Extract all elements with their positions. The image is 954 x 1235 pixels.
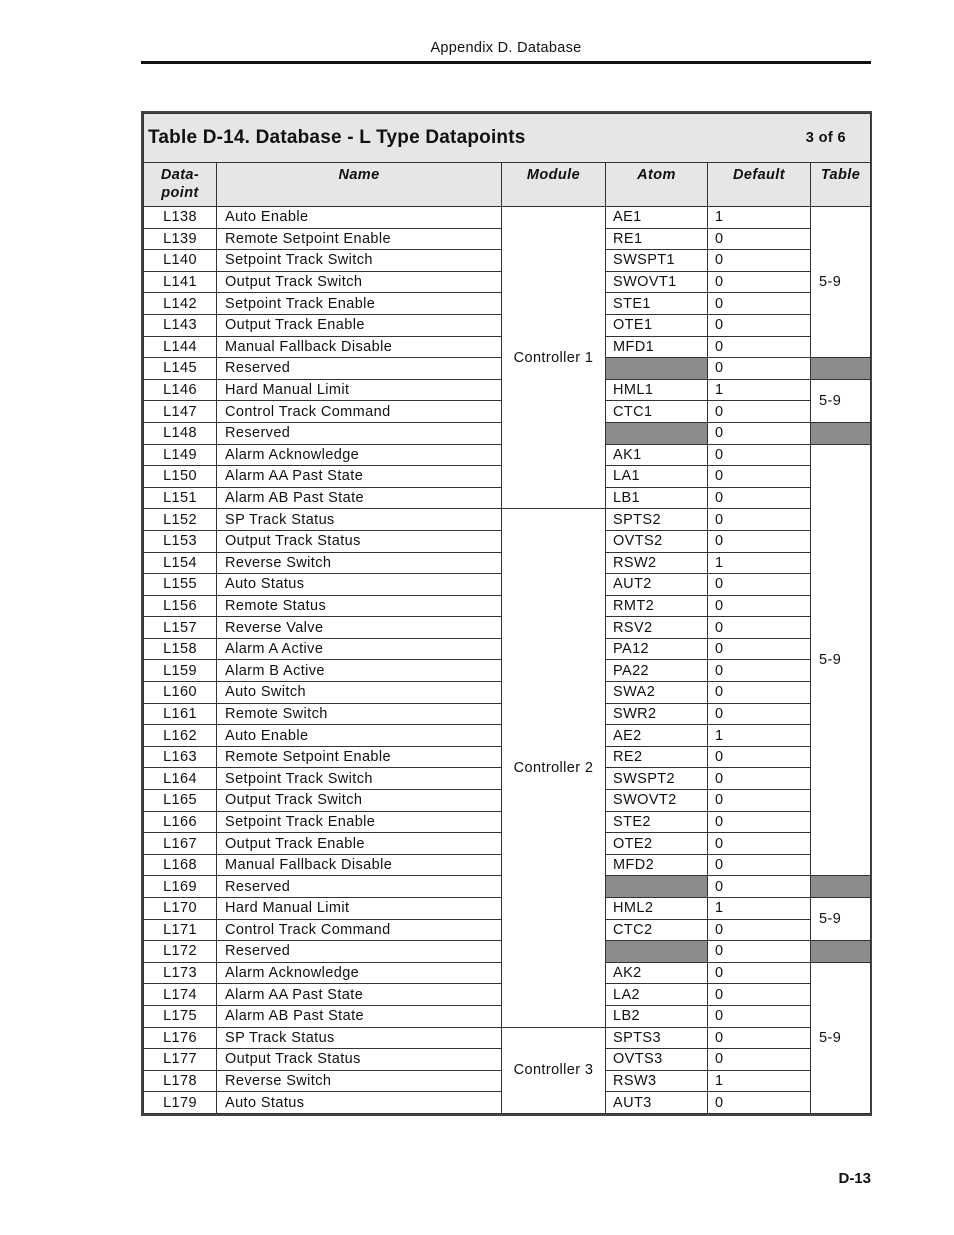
- default-cell: 0: [708, 854, 811, 876]
- atom-cell: AUT3: [606, 1092, 708, 1114]
- datapoint-cell: L178: [144, 1070, 217, 1092]
- datapoint-cell: L179: [144, 1092, 217, 1114]
- name-cell: Reserved: [217, 876, 502, 898]
- default-cell: 0: [708, 790, 811, 812]
- atom-cell: LB2: [606, 1005, 708, 1027]
- table-row: [144, 207, 871, 229]
- datapoint-cell: L148: [144, 422, 217, 444]
- default-cell: 0: [708, 768, 811, 790]
- atom-cell: SWSPT1: [606, 250, 708, 272]
- table-title-bar: [144, 114, 871, 163]
- name-cell: Hard Manual Limit: [217, 379, 502, 401]
- datapoint-cell: L165: [144, 790, 217, 812]
- atom-cell: LA2: [606, 984, 708, 1006]
- name-cell: Control Track Command: [217, 401, 502, 423]
- name-cell: Alarm Acknowledge: [217, 444, 502, 466]
- default-cell: 0: [708, 703, 811, 725]
- name-cell: Remote Setpoint Enable: [217, 746, 502, 768]
- name-cell: Setpoint Track Enable: [217, 293, 502, 315]
- name-cell: Control Track Command: [217, 919, 502, 941]
- default-cell: 0: [708, 638, 811, 660]
- table-ref-cell: 5-9: [811, 379, 871, 422]
- datapoint-cell: L149: [144, 444, 217, 466]
- datapoint-cell: L139: [144, 228, 217, 250]
- datapoint-cell: L166: [144, 811, 217, 833]
- datapoint-cell: L145: [144, 358, 217, 380]
- name-cell: Alarm AB Past State: [217, 1005, 502, 1027]
- atom-cell-reserved: [606, 876, 708, 898]
- table-ref-cell-reserved: [811, 876, 871, 898]
- name-cell: Alarm A Active: [217, 638, 502, 660]
- col-header-module: Module: [502, 163, 606, 207]
- datapoint-cell: L158: [144, 638, 217, 660]
- name-cell: Hard Manual Limit: [217, 898, 502, 920]
- atom-cell: LA1: [606, 466, 708, 488]
- atom-cell: CTC2: [606, 919, 708, 941]
- default-cell: 0: [708, 314, 811, 336]
- table-body: [144, 207, 871, 1114]
- datapoint-cell: L177: [144, 1049, 217, 1071]
- default-cell: 0: [708, 487, 811, 509]
- default-cell: 0: [708, 444, 811, 466]
- datapoint-cell: L155: [144, 574, 217, 596]
- name-cell: Auto Status: [217, 1092, 502, 1114]
- col-header-datapoint: [144, 163, 217, 207]
- module-cell: Controller 3: [502, 1027, 606, 1113]
- default-cell: 0: [708, 358, 811, 380]
- atom-cell-reserved: [606, 358, 708, 380]
- name-cell: SP Track Status: [217, 1027, 502, 1049]
- datapoint-cell: L167: [144, 833, 217, 855]
- module-cell: Controller 2: [502, 509, 606, 1027]
- name-cell: Alarm Acknowledge: [217, 962, 502, 984]
- datapoint-cell: L160: [144, 682, 217, 704]
- name-cell: Output Track Status: [217, 530, 502, 552]
- atom-cell: SWA2: [606, 682, 708, 704]
- datapoint-cell: L147: [144, 401, 217, 423]
- atom-cell: SWOVT2: [606, 790, 708, 812]
- atom-cell: SPTS2: [606, 509, 708, 531]
- default-cell: 0: [708, 530, 811, 552]
- name-cell: Auto Status: [217, 574, 502, 596]
- atom-cell: SPTS3: [606, 1027, 708, 1049]
- name-cell: Output Track Enable: [217, 833, 502, 855]
- default-cell: 1: [708, 1070, 811, 1092]
- default-cell: 0: [708, 509, 811, 531]
- name-cell: Output Track Switch: [217, 271, 502, 293]
- datapoint-cell: L144: [144, 336, 217, 358]
- name-cell: Manual Fallback Disable: [217, 854, 502, 876]
- atom-cell: STE1: [606, 293, 708, 315]
- atom-cell: AUT2: [606, 574, 708, 596]
- name-cell: Reverse Valve: [217, 617, 502, 639]
- datapoint-table-frame: [141, 111, 872, 1116]
- datapoint-cell: L156: [144, 595, 217, 617]
- datapoint-cell: L154: [144, 552, 217, 574]
- table-page-indicator: 3 of 6: [805, 130, 847, 146]
- default-cell: 0: [708, 401, 811, 423]
- name-cell: Auto Switch: [217, 682, 502, 704]
- datapoint-cell: L168: [144, 854, 217, 876]
- atom-cell: CTC1: [606, 401, 708, 423]
- datapoint-cell: L175: [144, 1005, 217, 1027]
- col-header-datapoint-line2: point: [161, 185, 199, 201]
- datapoint-cell: L152: [144, 509, 217, 531]
- atom-cell: AK1: [606, 444, 708, 466]
- module-cell: Controller 1: [502, 207, 606, 509]
- name-cell: Reverse Switch: [217, 1070, 502, 1092]
- name-cell: Alarm AA Past State: [217, 466, 502, 488]
- name-cell: Output Track Enable: [217, 314, 502, 336]
- name-cell: Alarm AB Past State: [217, 487, 502, 509]
- name-cell: Manual Fallback Disable: [217, 336, 502, 358]
- atom-cell: RMT2: [606, 595, 708, 617]
- col-header-default: Default: [708, 163, 811, 207]
- atom-cell: RE1: [606, 228, 708, 250]
- name-cell: Remote Status: [217, 595, 502, 617]
- datapoint-cell: L174: [144, 984, 217, 1006]
- default-cell: 0: [708, 466, 811, 488]
- page-number: D-13: [838, 1170, 871, 1187]
- table-ref-cell: 5-9: [811, 962, 871, 1113]
- datapoint-cell: L150: [144, 466, 217, 488]
- atom-cell: STE2: [606, 811, 708, 833]
- name-cell: Auto Enable: [217, 207, 502, 229]
- col-header-atom: Atom: [606, 163, 708, 207]
- default-cell: 0: [708, 1049, 811, 1071]
- atom-cell: MFD1: [606, 336, 708, 358]
- default-cell: 0: [708, 1092, 811, 1114]
- datapoint-cell: L163: [144, 746, 217, 768]
- table-ref-cell: 5-9: [811, 444, 871, 876]
- name-cell: Setpoint Track Switch: [217, 250, 502, 272]
- name-cell: Output Track Switch: [217, 790, 502, 812]
- page-header: Appendix D. Database: [430, 40, 582, 56]
- default-cell: 0: [708, 746, 811, 768]
- name-cell: Auto Enable: [217, 725, 502, 747]
- name-cell: Output Track Status: [217, 1049, 502, 1071]
- default-cell: 0: [708, 617, 811, 639]
- atom-cell: OTE2: [606, 833, 708, 855]
- atom-cell: RSW2: [606, 552, 708, 574]
- atom-cell: SWOVT1: [606, 271, 708, 293]
- datapoint-cell: L153: [144, 530, 217, 552]
- default-cell: 0: [708, 228, 811, 250]
- datapoint-cell: L169: [144, 876, 217, 898]
- atom-cell-reserved: [606, 941, 708, 963]
- default-cell: 0: [708, 811, 811, 833]
- atom-cell: AE1: [606, 207, 708, 229]
- datapoint-cell: L172: [144, 941, 217, 963]
- table-title: Table D-14. Database - L Type Datapoints: [148, 127, 526, 148]
- datapoint-table: [143, 113, 871, 1114]
- col-header-datapoint-line1: Data-: [160, 167, 200, 183]
- datapoint-cell: L142: [144, 293, 217, 315]
- table-ref-cell-reserved: [811, 941, 871, 963]
- datapoint-cell: L141: [144, 271, 217, 293]
- name-cell: Alarm AA Past State: [217, 984, 502, 1006]
- name-cell: Alarm B Active: [217, 660, 502, 682]
- col-header-name: Name: [217, 163, 502, 207]
- default-cell: 1: [708, 898, 811, 920]
- name-cell: Remote Setpoint Enable: [217, 228, 502, 250]
- table-ref-cell-reserved: [811, 422, 871, 444]
- datapoint-cell: L151: [144, 487, 217, 509]
- datapoint-cell: L157: [144, 617, 217, 639]
- atom-cell: PA12: [606, 638, 708, 660]
- default-cell: 0: [708, 574, 811, 596]
- default-cell: 0: [708, 660, 811, 682]
- name-cell: Setpoint Track Enable: [217, 811, 502, 833]
- default-cell: 0: [708, 1027, 811, 1049]
- atom-cell: MFD2: [606, 854, 708, 876]
- datapoint-cell: L138: [144, 207, 217, 229]
- default-cell: 0: [708, 595, 811, 617]
- col-header-table: Table: [811, 163, 871, 207]
- atom-cell: RSW3: [606, 1070, 708, 1092]
- name-cell: Reserved: [217, 422, 502, 444]
- datapoint-cell: L162: [144, 725, 217, 747]
- name-cell: Reverse Switch: [217, 552, 502, 574]
- atom-cell: OVTS2: [606, 530, 708, 552]
- datapoint-cell: L140: [144, 250, 217, 272]
- default-cell: 0: [708, 336, 811, 358]
- atom-cell-reserved: [606, 422, 708, 444]
- header-rule: [141, 61, 871, 64]
- atom-cell: LB1: [606, 487, 708, 509]
- name-cell: Setpoint Track Switch: [217, 768, 502, 790]
- table-ref-cell: 5-9: [811, 898, 871, 941]
- default-cell: 0: [708, 833, 811, 855]
- name-cell: Reserved: [217, 941, 502, 963]
- default-cell: 0: [708, 941, 811, 963]
- atom-cell: SWSPT2: [606, 768, 708, 790]
- default-cell: 0: [708, 876, 811, 898]
- datapoint-cell: L171: [144, 919, 217, 941]
- default-cell: 0: [708, 250, 811, 272]
- default-cell: 1: [708, 207, 811, 229]
- default-cell: 0: [708, 962, 811, 984]
- default-cell: 1: [708, 379, 811, 401]
- atom-cell: SWR2: [606, 703, 708, 725]
- default-cell: 1: [708, 552, 811, 574]
- default-cell: 0: [708, 1005, 811, 1027]
- datapoint-cell: L173: [144, 962, 217, 984]
- default-cell: 0: [708, 422, 811, 444]
- table-ref-cell-reserved: [811, 358, 871, 380]
- name-cell: Remote Switch: [217, 703, 502, 725]
- default-cell: 0: [708, 984, 811, 1006]
- datapoint-cell: L159: [144, 660, 217, 682]
- name-cell: Reserved: [217, 358, 502, 380]
- default-cell: 0: [708, 271, 811, 293]
- datapoint-cell: L170: [144, 898, 217, 920]
- default-cell: 0: [708, 682, 811, 704]
- name-cell: SP Track Status: [217, 509, 502, 531]
- atom-cell: RE2: [606, 746, 708, 768]
- datapoint-cell: L176: [144, 1027, 217, 1049]
- datapoint-cell: L164: [144, 768, 217, 790]
- atom-cell: OTE1: [606, 314, 708, 336]
- table-row: [144, 509, 871, 531]
- atom-cell: OVTS3: [606, 1049, 708, 1071]
- atom-cell: HML2: [606, 898, 708, 920]
- atom-cell: AK2: [606, 962, 708, 984]
- default-cell: 1: [708, 725, 811, 747]
- atom-cell: RSV2: [606, 617, 708, 639]
- atom-cell: PA22: [606, 660, 708, 682]
- default-cell: 0: [708, 919, 811, 941]
- datapoint-cell: L143: [144, 314, 217, 336]
- default-cell: 0: [708, 293, 811, 315]
- atom-cell: HML1: [606, 379, 708, 401]
- atom-cell: AE2: [606, 725, 708, 747]
- datapoint-cell: L161: [144, 703, 217, 725]
- table-row: [144, 1027, 871, 1049]
- datapoint-cell: L146: [144, 379, 217, 401]
- table-ref-cell: 5-9: [811, 207, 871, 358]
